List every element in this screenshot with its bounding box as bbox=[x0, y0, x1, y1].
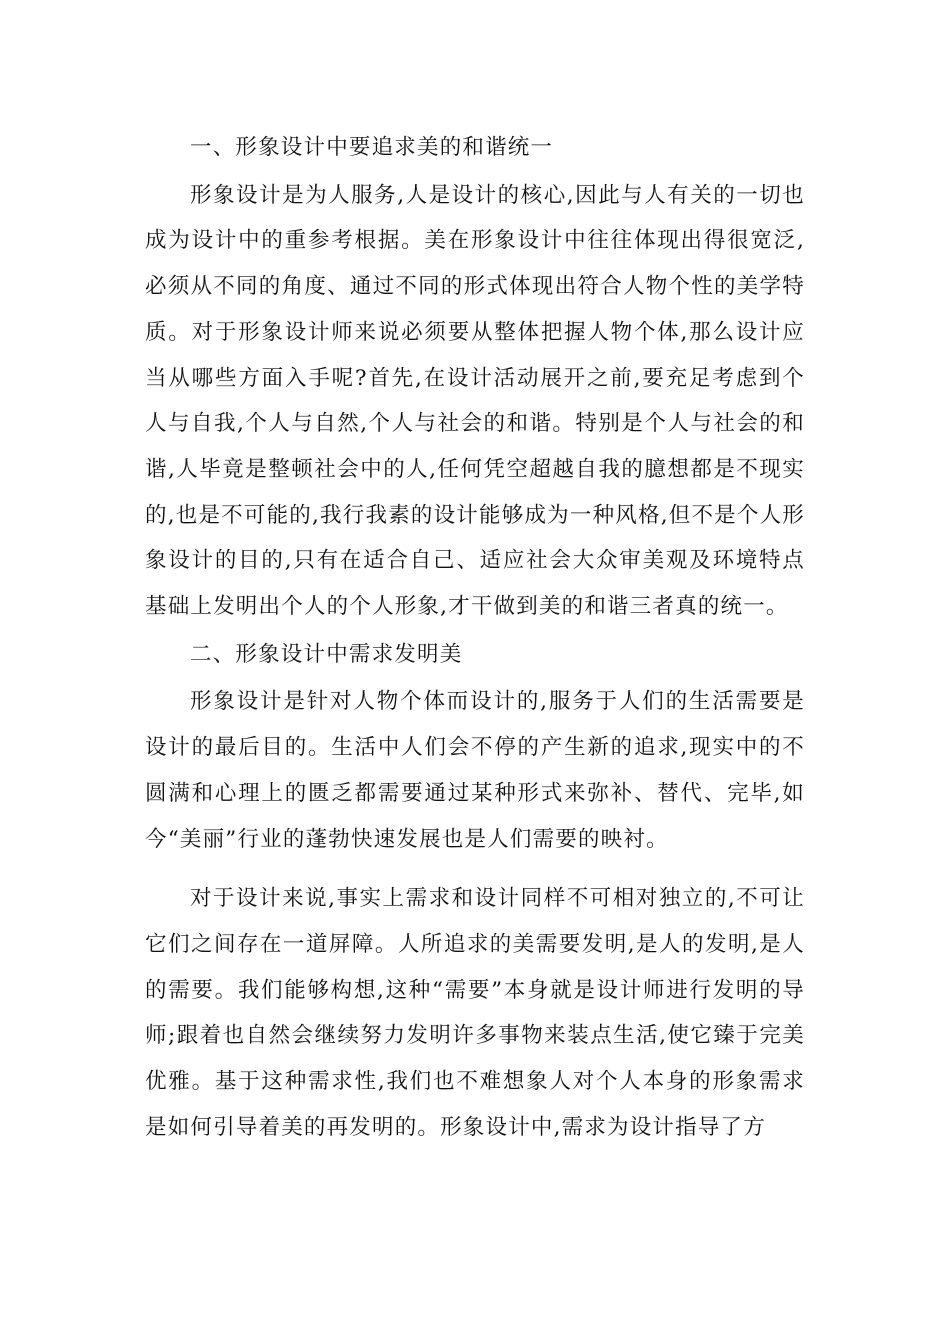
document-body bbox=[145, 125, 805, 1150]
section-heading-1: 一、形象设计中要追求美的和谐统一 bbox=[190, 135, 554, 160]
paragraph-3: 对于设计来说,事实上需求和设计同样不可相对独立的,不可让它们之间存在一道屏障。人所追求的美需要发明,是人的发明,是人的需要。我们能够构想,这种“需要”本身就是设计师进行发明的导师;跟着也自然会继续努力发明许多事物来装点生活,使它臻于完美优雅。基于这种需求性,我们也不难想象人对个人本身的形象需求是如何引导着美的再发明的。形象设计中,需求为设计指导了方 bbox=[145, 886, 805, 1140]
section-heading-2: 二、形象设计中需求发明美 bbox=[190, 641, 463, 667]
paragraph-1: 形象设计是为人服务,人是设计的核心,因此与人有关的一切也成为设计中的重参考根据。美在形象设计中往往体现出得很宽泛,必须从不同的角度、通过不同的形式体现出符合人物个性的美学特质。对于形象设计师来说必须要从整体把握人物个体,那么设计应当从哪些方面入手呢?首先,在设计活动展开之前,要充足考虑到个人与自我,个人与自然,个人与社会的和谐。特别是个人与社会的和谐,人毕竟是整顿社会中的人,任何凭空超越自我的臆想都是不现实的,也是不可能的,我行我素的设计能够成为一种风格,但不是个人形象设计的目的,只有在适合自己、适应社会大众审美观及环境特点基础上发明出个人的个人形象,才干做到美的和谐三者真的统一。 bbox=[145, 182, 805, 620]
paragraph-2: 形象设计是针对人物个体而设计的,服务于人们的生活需要是设计的最后目的。生活中人们会不停的产生新的追求,现实中的不圆满和心理上的匮乏都需要通过某种形式来弥补、替代、完毕,如今“美丽”行业的蓬勃快速发展也是人们需要的映衬。 bbox=[145, 689, 805, 852]
